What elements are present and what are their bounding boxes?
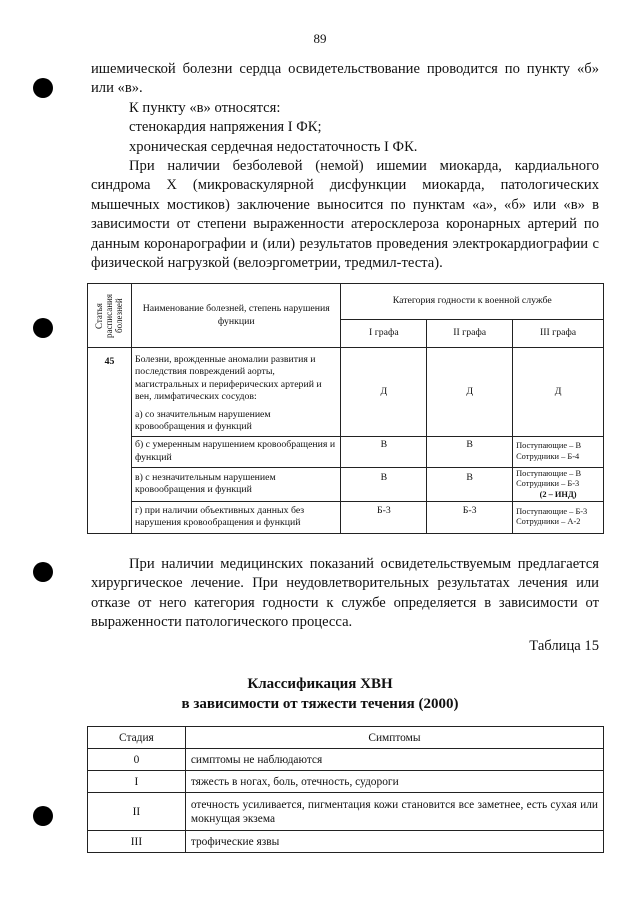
header-symptoms: Симптомы [185, 727, 603, 749]
header-stage: Стадия [88, 727, 186, 749]
header-article: Статья расписания болезней [88, 284, 132, 348]
header-column-1: I графа [341, 320, 427, 348]
table-row [88, 771, 604, 793]
row-g1: Б-3 [341, 501, 427, 533]
table-row [131, 348, 341, 437]
row-g2: Д [427, 348, 513, 437]
row-g3: Поступающие – В Сотрудники – Б-4 [513, 436, 604, 467]
disease-intro: Болезни, врожденные аномалии развития и последствия повреждений аорты, магистральных и периферических артерий и вен, лимфатических сосудов: [134, 354, 322, 402]
fitness-category-table [87, 283, 604, 534]
row-g1: В [341, 467, 427, 501]
header-column-3: III графа [513, 320, 604, 348]
table-title-line-2: в зависимости от тяжести течения (2000) [181, 696, 459, 712]
stage-cell: 0 [88, 749, 186, 771]
paragraph-item-intro: К пункту «в» относятся: [129, 99, 281, 116]
paragraph-item-angina: стенокардия напряжения I ФК; [129, 119, 322, 136]
symptoms-cell: симптомы не наблюдаются [185, 749, 603, 771]
binder-hole-3 [33, 562, 53, 582]
row-g3: Д [513, 348, 604, 437]
paragraph-continuation: ишемической болезни сердца освидетельствование проводится по пункту «б» или «в». [91, 61, 599, 97]
table-title-line-1: Классификация ХВН [247, 676, 393, 692]
header-disease-name: Наименование болезней, степень нарушения функции [131, 284, 341, 348]
row-name: а) со значительным нарушением кровообращения и функций [134, 409, 271, 433]
stage-cell: II [88, 793, 186, 831]
binder-hole-1 [33, 78, 53, 98]
row-g2: Б-3 [427, 501, 513, 533]
row-name: в) с незначительным нарушением кровообращения и функций [131, 467, 341, 501]
row-g2: В [427, 436, 513, 467]
table-label: Таблица 15 [529, 638, 599, 654]
symptoms-cell: отечность усиливается, пигментация кожи становится все заметнее, есть сухая или мокнущая экзема [185, 793, 603, 831]
binder-hole-4 [33, 806, 53, 826]
page-number: 89 [313, 31, 327, 46]
row-g1: В [341, 436, 427, 467]
row-g3: Поступающие – В Сотрудники – Б-3 (2 – ИНД) [513, 467, 604, 501]
body-text [91, 60, 599, 273]
table-title [0, 674, 640, 714]
header-fitness-category: Категория годности к военной службе [341, 284, 604, 320]
row-g1: Д [341, 348, 427, 437]
row-g3: Поступающие – Б-3 Сотрудники – А-2 [513, 501, 604, 533]
paragraph-item-heart-failure: хроническая сердечная недостаточность I ФК. [129, 138, 418, 155]
row-g2: В [427, 467, 513, 501]
cvi-classification-table [87, 726, 604, 853]
row-name: б) с умеренным нарушением кровообращения и функций [131, 436, 341, 467]
stage-cell: III [88, 831, 186, 853]
header-column-2: II графа [427, 320, 513, 348]
binder-hole-2 [33, 318, 53, 338]
table-row [88, 749, 604, 771]
paragraph-surgery: При наличии медицинских показаний освидетельствуемым предлагается хирургическое лечение. При неудовлетворительных результатах лечения или отказе от него категория годности к службе определяется в зависимости от выраженности патологического процесса. [91, 556, 599, 631]
paragraph-ischemia: При наличии безболевой (немой) ишемии миокарда, кардиального синдрома X (микроваскулярной дисфункции миокарда, патологических мышечных мостиков) заключение выносится по пунктам «а», «б» или «в» в зависимости от степени выраженности атеросклероза коронарных артерий по данным коронарографии и (или) результатов проведения электрокардиографии с физической нагрузкой (велоэргометрии, тредмил-теста). [91, 158, 599, 272]
row-name: г) при наличии объективных данных без нарушения кровообращения и функций [131, 501, 341, 533]
table-row [88, 793, 604, 831]
table-row [88, 831, 604, 853]
stage-cell: I [88, 771, 186, 793]
article-number: 45 [88, 348, 132, 534]
symptoms-cell: трофические язвы [185, 831, 603, 853]
symptoms-cell: тяжесть в ногах, боль, отечность, судороги [185, 771, 603, 793]
